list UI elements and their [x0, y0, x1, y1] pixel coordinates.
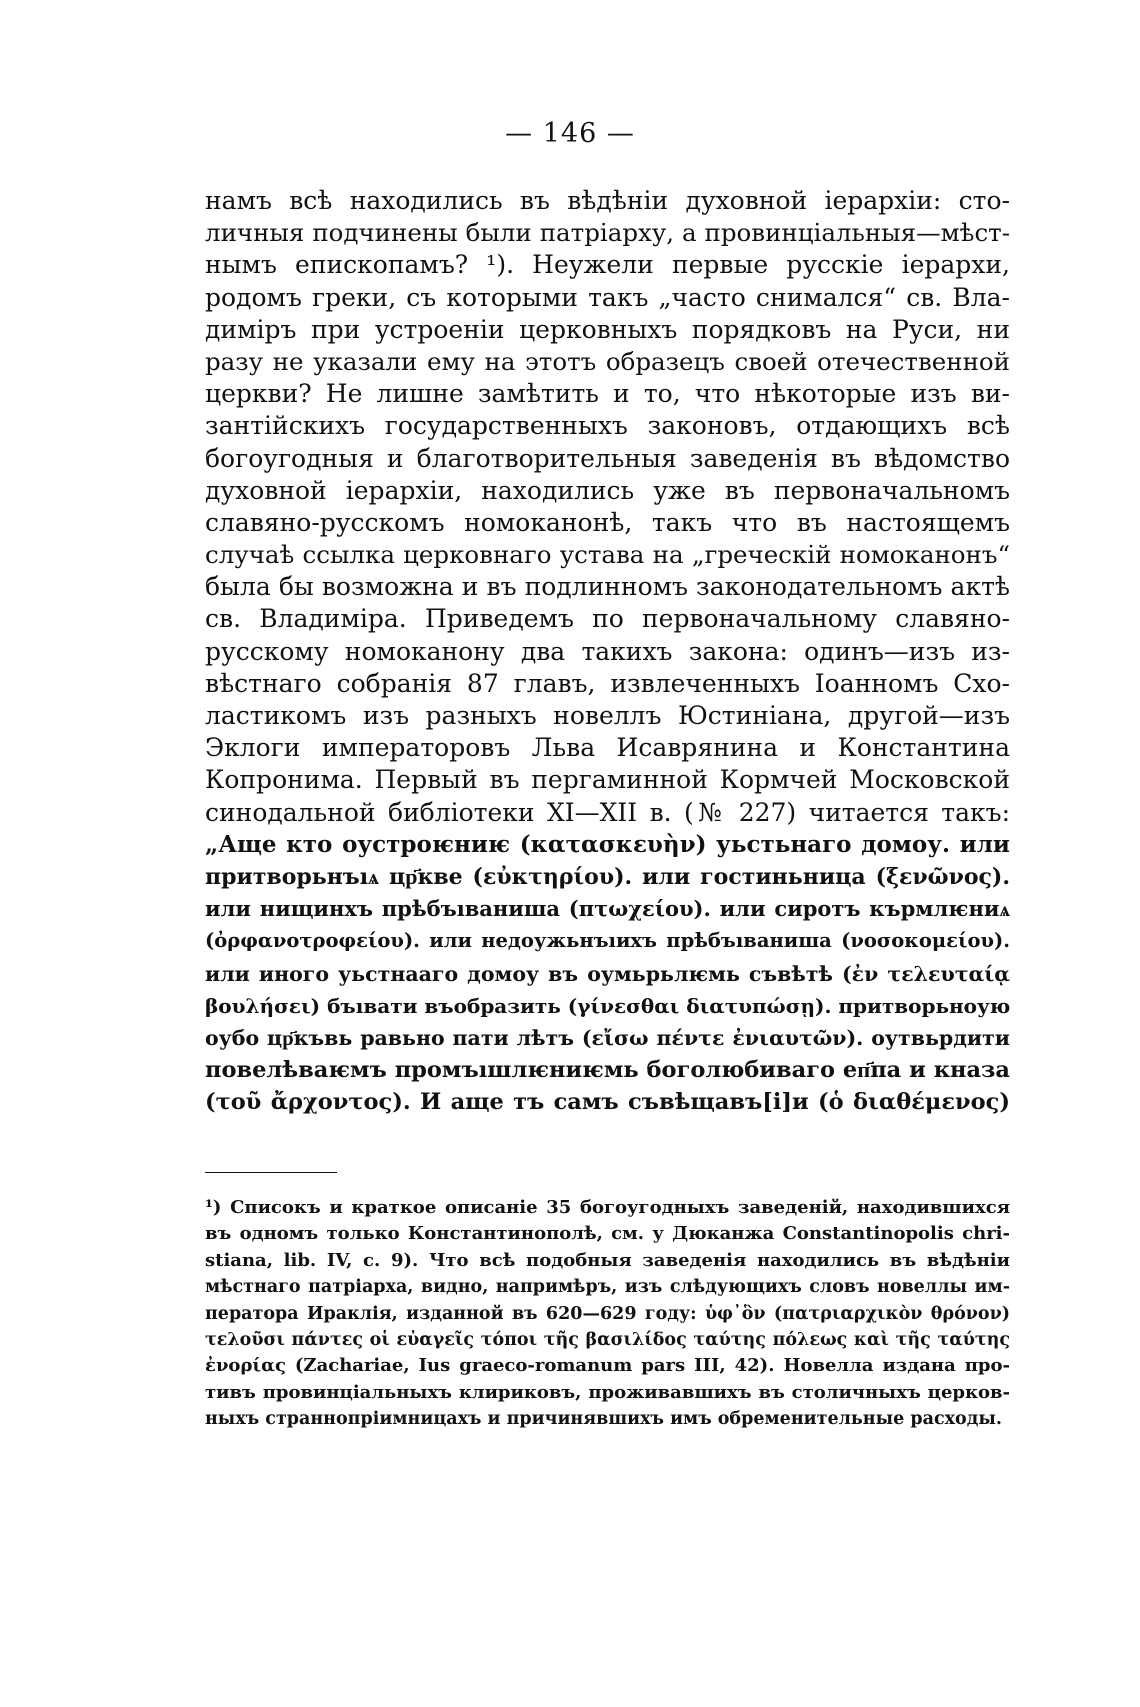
text-line: церкви? Не лишне замѣтить и то, что нѣкоторые изъ ви- [205, 379, 1010, 409]
slavonic-quote-line: притворьнъıѧ цр҃кве (εὐκτηρίου). или гостиньница (ξενῶνος). [205, 863, 1010, 890]
text-line: разу не указали ему на этотъ образецъ своей отечественной [205, 346, 1010, 376]
text-line: была бы возможна и въ подлинномъ законодательномъ актѣ [205, 572, 1010, 602]
text-line: богоугодныя и благотворительныя заведенія въ вѣдомство [205, 443, 1010, 473]
text-line: личныя подчинены были патріарху, а провинціальныя—мѣст- [205, 218, 1010, 248]
page-number: — 146 — [505, 118, 635, 149]
text-line: родомъ греки, съ которыми такъ „часто снимался“ св. Вла- [205, 282, 1010, 312]
footnote-line: ἐνορίας (Zachariae, Ius graeco-romanum pars III, 42). Новелла издана про- [205, 1355, 1010, 1377]
footnote-line: мѣстнаго патріарха, видно, напримѣръ, изъ слѣдующихъ словъ новеллы им- [205, 1277, 1010, 1298]
text-line: св. Владиміра. Приведемъ по первоначальному славяно- [205, 604, 1010, 634]
main-text [205, 185, 1010, 1118]
text-line: зантійскихъ государственныхъ законовъ, отдающихъ всѣ [205, 411, 1010, 441]
slavonic-quote-line: повелѣваѥмъ промъıшлѥниѥмь боголюбиваго еп҃па и кназа [205, 1057, 1010, 1084]
footnote-line: ныхъ страннопріимницахъ и причинявшихъ имъ обременительные расходы. [205, 1409, 1003, 1430]
footnote-line: тивъ провинціальныхъ клириковъ, проживавшихъ въ столичныхъ церков- [205, 1381, 1010, 1403]
slavonic-quote-line: (τοῦ ἄρχοντος). И аще тъ самъ съвѣщавъ[і]и (ὁ διαθέμενος) [205, 1089, 1010, 1116]
text-line: синодальной библіотеки XI—XII в. (№ 227) читается такъ: [205, 797, 1010, 827]
slavonic-quote-line: оубо цр҃къвь равьно пати лѣтъ (εἴσω πέντε ἐνιαυτῶν). оутвьрдити [205, 1025, 1010, 1050]
text-line: нымъ епископамъ? ¹). Неужели первые русскіе іерархи, [205, 250, 1010, 280]
footnote-divider [205, 1172, 337, 1173]
footnote-line: stiana, lib. IV, c. 9). Что всѣ подобныя заведенія находились въ вѣдѣніи [205, 1249, 1010, 1271]
text-line: диміръ при устроеніи церковныхъ порядковъ на Руси, ни [205, 314, 1010, 344]
text-line: случаѣ ссылка церковнаго устава на „греческій номоканонъ“ [205, 540, 1010, 570]
text-line: славяно-русскомъ номоканонѣ, такъ что въ настоящемъ [205, 507, 1010, 537]
slavonic-quote-line: „Аще кто оустроѥниѥ (κατασκευὴν) уьстьнаго домоу. или [205, 830, 1010, 858]
footnote-line: ператора Ираклія, изданной въ 620—629 году: ὑφ᾽ὃν (πατριαρχικὸν θρόνον) [205, 1303, 1010, 1324]
text-line: русскому номоканону два такихъ закона: одинъ—изъ из- [205, 636, 1010, 666]
text-line: духовной іерархіи, находились уже въ первоначальномъ [205, 475, 1010, 505]
text-line: намъ всѣ находились въ вѣдѣніи духовной іерархіи: сто- [205, 186, 1010, 215]
footnote-line: ¹) Списокъ и краткое описаніе 35 богоугодныхъ заведеній, находившихся [205, 1197, 1010, 1218]
text-line: Копронима. Первый въ пергаминной Кормчей Московской [205, 765, 1010, 795]
slavonic-quote-line: (ὀρφανοτροφείου). или недоужьнъıихъ прѣбъıваниша (νοσοκομείου). [205, 929, 1010, 953]
footnote-line: τελοῦσι πάντες οἱ εὐαγεῖς τόποι τῆς βασιλίδος ταύτης πόλεως καὶ τῆς ταύτης [205, 1329, 1010, 1350]
text-line: Эклоги императоровъ Льва Исаврянина и Константина [205, 733, 1010, 763]
text-line: вѣстнаго собранія 87 главъ, извлеченныхъ Іоанномъ Схо- [205, 668, 1010, 698]
slavonic-quote-line: βουλήσει) бъıвати въобразить (γίνεσθαι διατυπώσῃ). притворьноую [205, 993, 1010, 1018]
slavonic-quote-line: или иного уьстнааго домоу въ оумьрьлѥмь съвѣтѣ (ἐν τελευταίᾳ [205, 961, 1010, 986]
footnote [205, 1195, 1010, 1433]
slavonic-quote-line: или нищинхъ прѣбъıваниша (πτωχείου). или сиротъ кърмлѥниѧ [205, 896, 1010, 922]
footnote-line: въ одномъ только Константинополѣ, см. у Дюканжа Constantinopolis chri- [205, 1223, 1010, 1245]
text-line: ластикомъ изъ разныхъ новеллъ Юстиніана, другой—изъ [205, 701, 1010, 730]
